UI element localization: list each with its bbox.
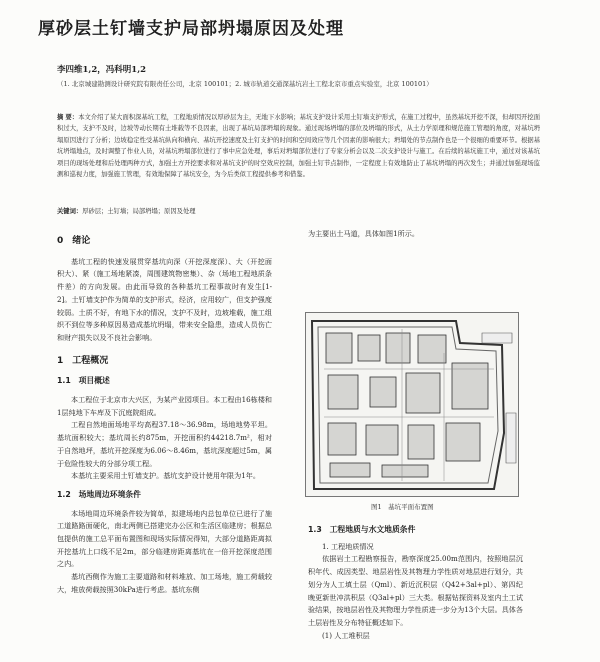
section-0-heading: 0 绪论 bbox=[57, 236, 91, 246]
paragraph: 基坑西侧作为施工主要道路和材料堆放、加工场地，施工荷载较大，堆放荷载按照30kPa进行考虑。基坑东侧 bbox=[57, 572, 272, 594]
keywords bbox=[57, 206, 540, 215]
abstract-text: 本文介绍了某大面积深基坑工程，工程地质情况以厚砂层为主，无地下水影响；基坑支护设计采用土钉墙支护形式，在施工过程中，虽然基坑开挖不深，但却因开挖面积过大，支护不及时，边坡等动长期有土堆载等不良因素，出现了基坑局部坍塌的现象。通过现场坍塌的部位及坍塌的形式，从土力学原理和规范施工管理的角度，对基坑坍塌原因进行了分析；边坡稳定性受基坑纵向和横向、基坑开挖速度及土钉支护的时间和空间效应等几个因素的影响很大；坍塌处的节点制作也是一个很细的重要环节。根据基坑坍塌地点，及时调整了作业人员，对基坑坍塌部位进行了事中应急处理，事后对坍塌部位进行了专家分析会以及二次支护设计与施工。在后续的基坑施工中，通过对该基坑项目的现场处理和后处理两种方式，加强土方开挖要求和对基坑支护的时空效应控制，加强土钉节点制作，一定程度上有效地防止了基坑坍塌的再次发生；并通过加强现场监测和巡视力度，加强施工管理，有效地保障了基坑安全，为今后类似工程提供参考和借鉴。 bbox=[57, 114, 540, 179]
site-plan-drawing bbox=[306, 313, 518, 496]
figure-1-site-plan bbox=[305, 312, 519, 497]
abstract bbox=[57, 112, 540, 180]
paragraph: 本场地周边环境条件较为简单，拟建场地内总包单位已进行了施工道路路面硬化，南北两侧已搭建完办公区和生活区临建房；根据总包提供的施工总平面布置图和现场实际情况得知，大部分道路距离拟开挖基坑上口线不足2m，部分临建房距离基坑在一倍开挖深度范围之内。 bbox=[57, 508, 272, 569]
abstract-label: 摘 要： bbox=[57, 114, 79, 121]
left-column bbox=[57, 232, 272, 597]
subheading: (1) 人工堆积层 bbox=[322, 630, 370, 640]
section-1-3-heading: 1.3 工程地质与水文地质条件 bbox=[308, 525, 416, 534]
right-column-bottom bbox=[308, 524, 523, 642]
paper-title: 厚砂层土钉墙支护局部坍塌原因及处理 bbox=[38, 19, 344, 39]
paragraph: 本工程位于北京市大兴区，为某产业园项目。本工程由16栋楼和1层纯地下车库及下沉庭院组成。 bbox=[57, 395, 272, 417]
paragraph: 依据岩土工程勘察报告，勘察深度25.00m范围内，按照地层沉积年代、成因类型、地层岩性及其物理力学性质对地层进行划分，共划分为人工填土层（Qml）、新近沉积层（Q42+3al+pl）、第四纪晚更新世冲洪积层（Q3al+pl）三大类。根据钻探资料及室内土工试验结果，按地层岩性及其物理力学性质进一步分为13个大层。具体各土层岩性及分布特征概述如下。 bbox=[308, 554, 523, 627]
section-1-1-heading: 1.1 项目概述 bbox=[57, 376, 110, 386]
keywords-label: 关键词： bbox=[57, 208, 83, 215]
author-line: 李四维1,2，冯科明1,2 bbox=[57, 65, 147, 75]
paragraph: 基坑工程的快速发展贯穿基坑向深（开挖深度深）、大（开挖面积大）、紧（施工场地紧凑，周围建筑物密集）、杂（场地工程地质条件差）的方向发展。由此而导致的各种基坑工程事故时有发生[1-2]。土钉墙支护作为简单的支护形式，经济，应用较广，但支护强度较弱。土质不好，有地下水的情况，支护不及时，边坡堆载，施工组织不到位等多种原因易造成基坑坍塌，带来安全隐患，造成人员伤亡和财产损失以及不良社会影响。 bbox=[57, 256, 272, 342]
section-1-2-heading: 1.2 场地周边环境条件 bbox=[57, 489, 141, 499]
paragraph: 本基坑主要采用土钉墙支护。基坑支护设计使用年限为1年。 bbox=[71, 471, 260, 481]
paragraph: 工程自然地面场地平均高程37.18～36.98m，场地地势平坦。基坑面积较大；基坑周长约875m，开挖面积约44218.7m²，相对于自然地坪，基坑开挖深度为6.06～8.46m，基坑深度超过5m，属于危险性较大的分部分项工程。 bbox=[57, 420, 272, 468]
subheading: 1. 工程地质情况 bbox=[322, 541, 374, 551]
affiliations: （1. 北京城建勘测设计研究院有限责任公司，北京 100101；2. 城市轨道交通深基坑岩土工程北京市重点实验室，北京 100101） bbox=[57, 80, 433, 88]
figure-caption: 图1 基坑平面布置图 bbox=[371, 503, 434, 511]
section-1-heading: 1 工程概况 bbox=[57, 355, 109, 366]
keywords-text: 厚砂层；土钉墙；局部坍塌；原因及处理 bbox=[82, 208, 196, 215]
paragraph: 为主要出土马道，具体如图1所示。 bbox=[308, 229, 419, 238]
right-column-top bbox=[308, 228, 523, 241]
